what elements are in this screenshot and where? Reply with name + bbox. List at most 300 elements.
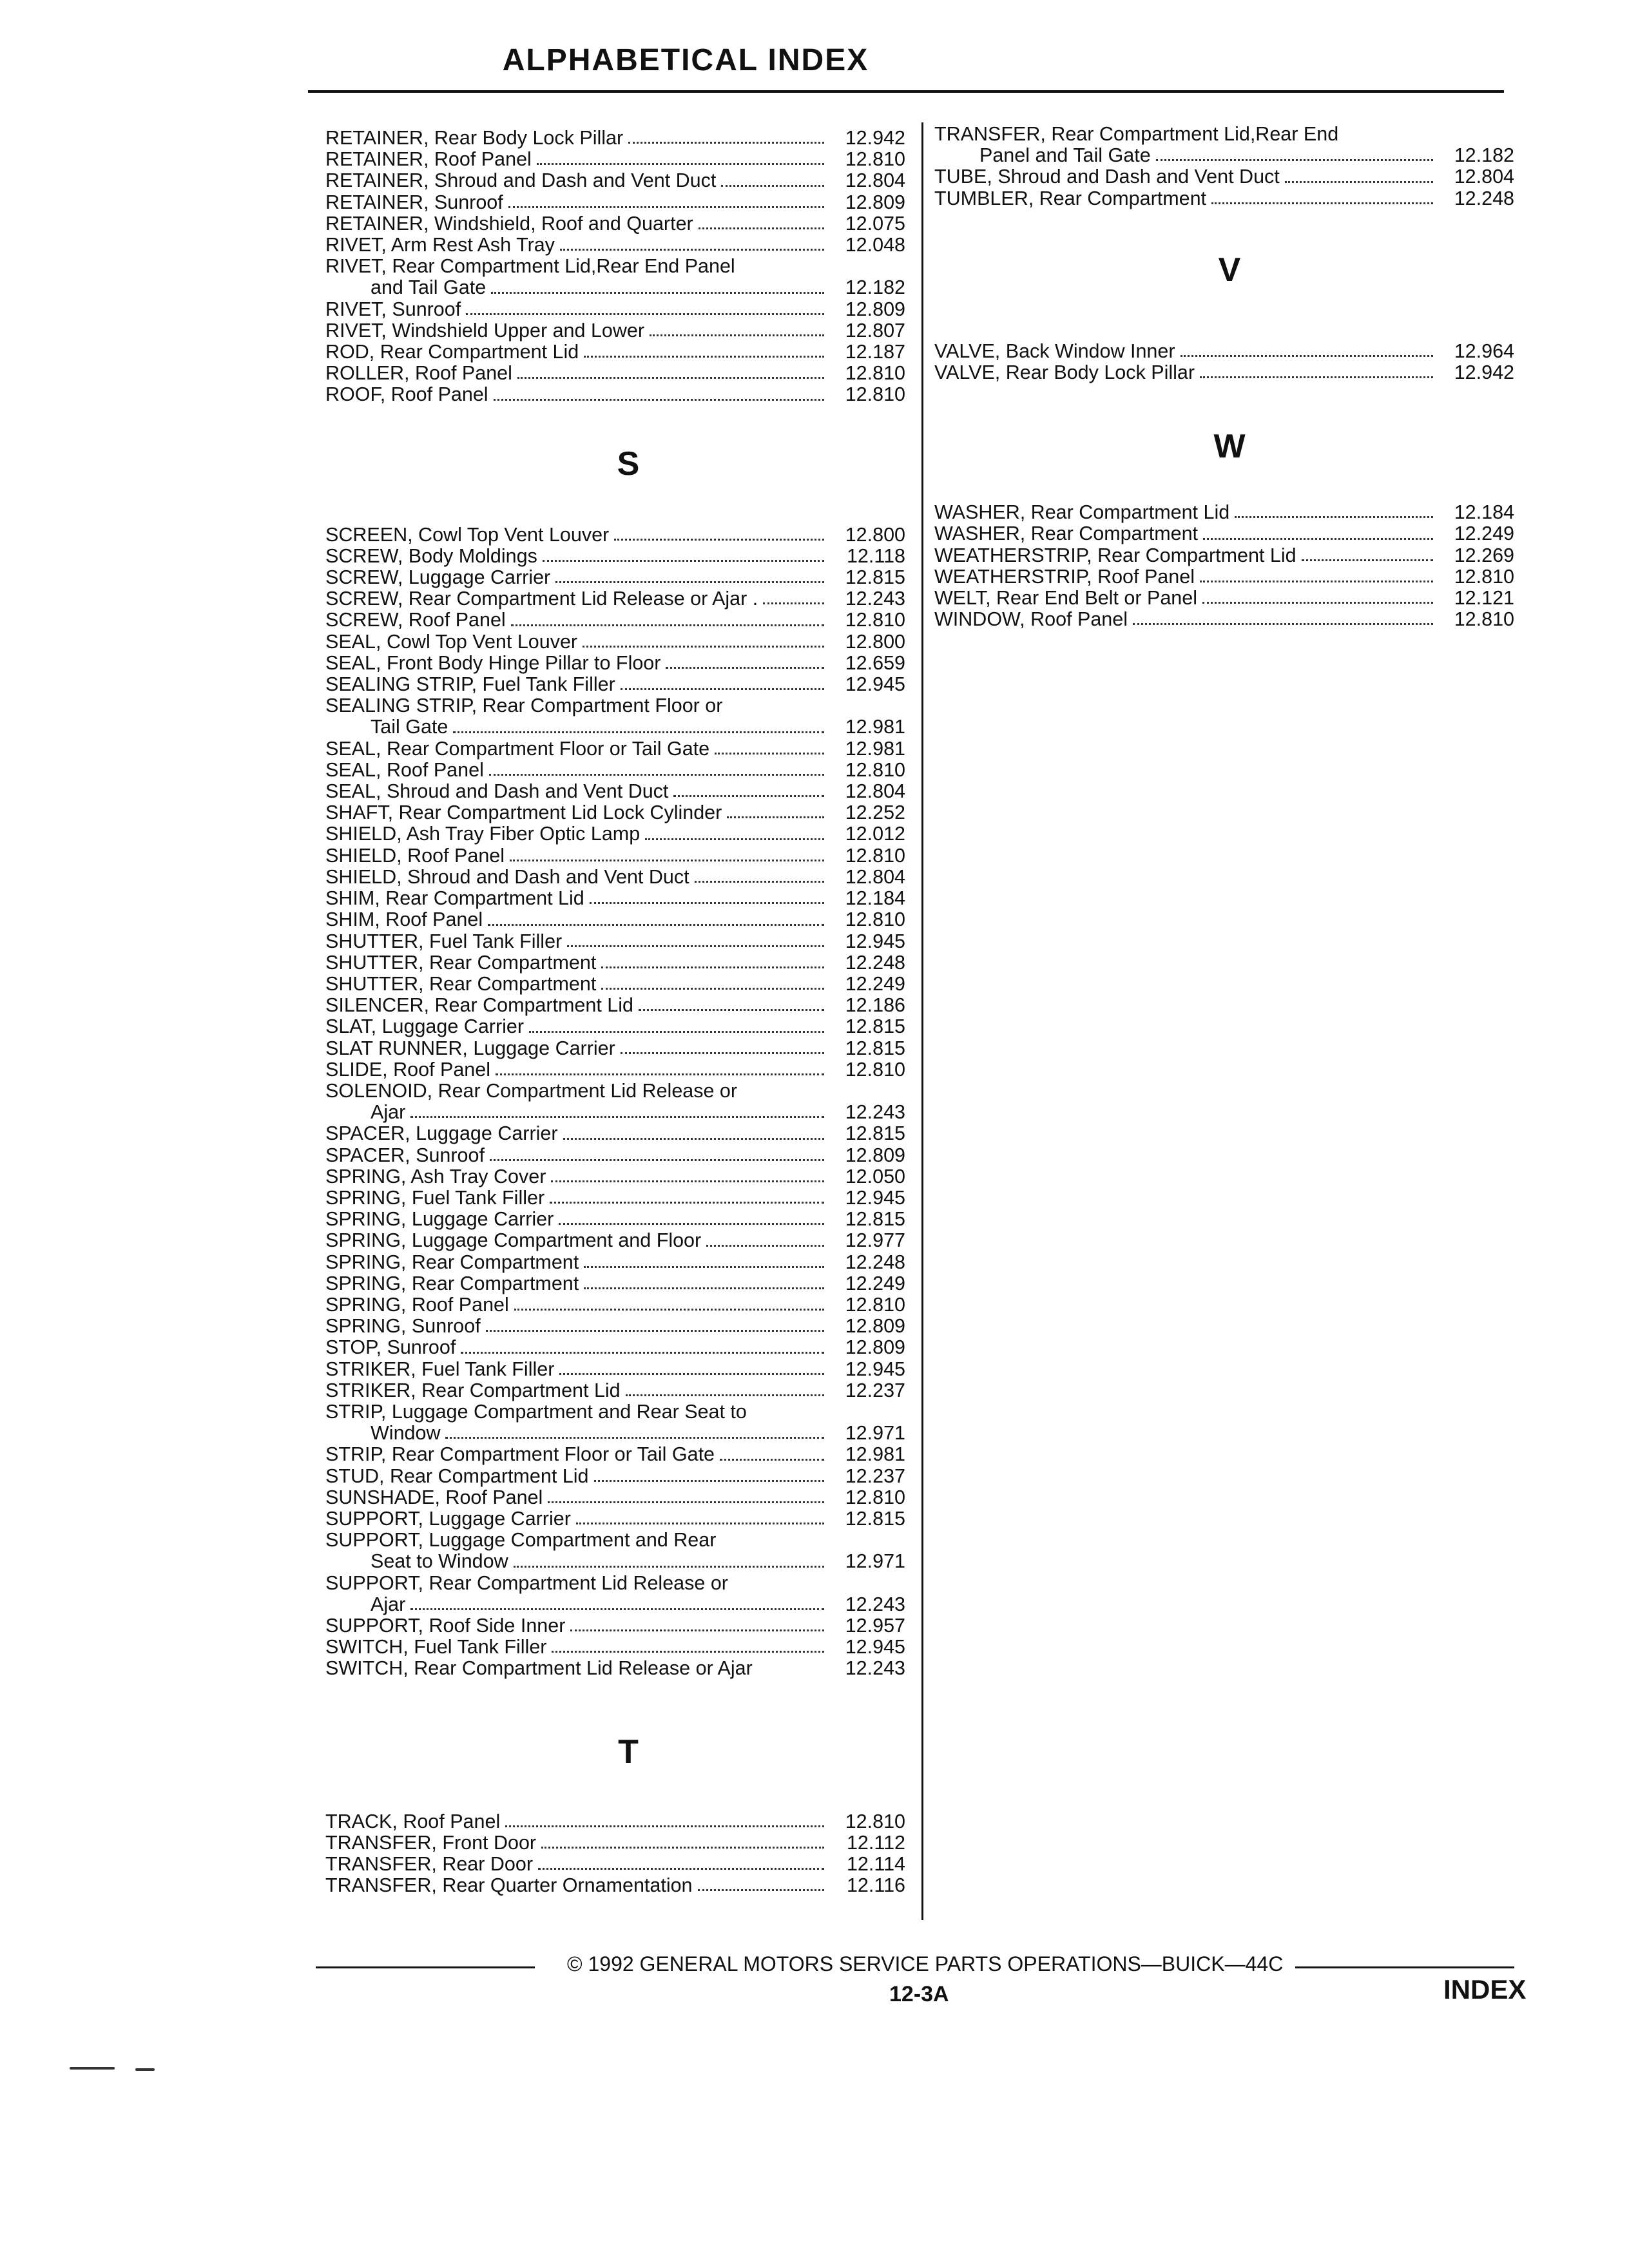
index-entry-label: SOLENOID, Rear Compartment Lid Release or xyxy=(325,1079,738,1102)
index-entry-page: 12.237 xyxy=(845,1379,905,1401)
index-entry xyxy=(325,1423,905,1444)
index-entry-page: 12.187 xyxy=(845,341,905,363)
index-entry xyxy=(325,1487,905,1508)
index-entry-page: 12.804 xyxy=(1454,166,1514,188)
dot-leader xyxy=(720,1458,824,1461)
dot-leader xyxy=(666,666,824,669)
index-entry-page: 12.012 xyxy=(845,823,905,845)
index-entry-page: 12.945 xyxy=(845,1358,905,1380)
dot-leader xyxy=(551,1180,824,1182)
index-entry xyxy=(325,1359,905,1380)
index-group-t-cont xyxy=(934,124,1514,209)
index-entry-label: SEAL, Rear Compartment Floor or Tail Gate xyxy=(325,737,710,760)
index-entry-label: SPRING, Roof Panel xyxy=(325,1293,509,1316)
index-entry-page: 12.945 xyxy=(845,673,905,696)
section-letter-s: S xyxy=(617,445,640,483)
index-entry-page: 12.810 xyxy=(845,1810,905,1832)
index-entry xyxy=(325,1508,905,1530)
index-entry xyxy=(325,974,905,995)
index-entry-page: 12.977 xyxy=(845,1229,905,1252)
index-entry-label: STRIP, Luggage Compartment and Rear Seat to xyxy=(325,1400,747,1423)
index-group-s xyxy=(325,524,905,1680)
index-group-v xyxy=(934,341,1514,383)
index-entry xyxy=(934,341,1514,362)
index-entry-label: WASHER, Rear Compartment Lid xyxy=(934,501,1230,524)
index-entry-label: RIVET, Sunroof xyxy=(325,298,461,320)
index-entry-page: 12.112 xyxy=(846,1831,905,1854)
index-entry-page: 12.659 xyxy=(845,651,905,674)
index-entry-page: 12.815 xyxy=(845,1208,905,1231)
index-entry-page: 12.048 xyxy=(845,234,905,256)
dot-leader xyxy=(508,206,824,208)
index-entry xyxy=(325,1294,905,1316)
index-entry xyxy=(325,341,905,363)
index-group-r xyxy=(325,128,905,406)
index-entry-label: SHUTTER, Rear Compartment xyxy=(325,951,597,974)
index-entry-page: 12.050 xyxy=(845,1165,905,1187)
index-entry xyxy=(325,867,905,888)
index-entry-label: SWITCH, Rear Compartment Lid Release or Ajar xyxy=(325,1657,753,1680)
index-entry-label: SHUTTER, Rear Compartment xyxy=(325,972,597,995)
index-entry-label: RETAINER, Rear Body Lock Pillar xyxy=(325,127,624,149)
index-entry xyxy=(934,545,1514,566)
dot-leader xyxy=(698,1888,824,1891)
index-entry xyxy=(325,610,905,631)
index-entry xyxy=(325,1658,905,1679)
index-entry xyxy=(325,716,905,738)
dot-leader xyxy=(715,752,824,754)
footer-page-number: 12-3A xyxy=(889,1982,949,2006)
dot-leader xyxy=(721,184,824,187)
index-entry xyxy=(325,1038,905,1059)
index-entry xyxy=(325,931,905,952)
index-entry-label: TRACK, Roof Panel xyxy=(325,1810,501,1832)
index-entry-page: 12.810 xyxy=(1454,608,1514,631)
index-entry-page: 12.815 xyxy=(845,1122,905,1145)
index-entry xyxy=(325,1230,905,1251)
index-entry-page: 12.810 xyxy=(845,758,905,781)
index-entry xyxy=(325,149,905,170)
dot-leader xyxy=(584,1265,824,1268)
index-entry-page: 12.116 xyxy=(846,1874,905,1897)
dot-leader xyxy=(1133,622,1433,625)
index-entry xyxy=(325,1059,905,1081)
dot-leader xyxy=(601,987,824,990)
index-entry-label: SHIELD, Shroud and Dash and Vent Duct xyxy=(325,865,689,888)
index-entry xyxy=(325,567,905,588)
dot-leader xyxy=(552,1650,824,1653)
index-entry-page: 12.248 xyxy=(845,951,905,974)
section-letter-t: T xyxy=(618,1733,639,1771)
index-entry xyxy=(325,1102,905,1123)
index-entry-label: Seat to Window xyxy=(371,1550,508,1573)
index-entry-page: 12.800 xyxy=(845,630,905,653)
scan-mark xyxy=(135,2068,155,2071)
index-entry xyxy=(325,1123,905,1144)
index-entry-label: SUPPORT, Luggage Compartment and Rear xyxy=(325,1529,717,1552)
index-entry-label: SUPPORT, Rear Compartment Lid Release or xyxy=(325,1571,728,1594)
dot-leader xyxy=(1200,580,1433,582)
index-entry xyxy=(325,1145,905,1166)
dot-leader xyxy=(1203,537,1433,540)
index-entry xyxy=(325,170,905,191)
footer-section-label: INDEX xyxy=(1443,1974,1527,2004)
dot-leader xyxy=(511,624,824,626)
index-entry-page: 12.252 xyxy=(845,802,905,824)
index-entry xyxy=(325,277,905,298)
index-entry xyxy=(325,1081,905,1102)
index-entry xyxy=(934,609,1514,630)
index-entry-label: Panel and Tail Gate xyxy=(979,144,1151,167)
footer-rule-right xyxy=(1295,1966,1514,1968)
dot-leader xyxy=(543,559,824,562)
index-entry xyxy=(934,166,1514,187)
index-entry-label: SWITCH, Fuel Tank Filler xyxy=(325,1636,547,1658)
dot-leader xyxy=(699,227,824,229)
index-entry-label: SEAL, Roof Panel xyxy=(325,758,484,781)
right-column xyxy=(934,124,1514,630)
dot-leader xyxy=(650,334,824,336)
index-entry-label: RIVET, Rear Compartment Lid,Rear End Panel xyxy=(325,255,735,278)
index-entry-label: TUBE, Shroud and Dash and Vent Duct xyxy=(934,166,1280,188)
index-entry-label: TRANSFER, Rear Door xyxy=(325,1853,534,1876)
index-entry xyxy=(325,192,905,213)
dot-leader xyxy=(570,1629,824,1631)
index-entry xyxy=(934,566,1514,588)
index-group-w xyxy=(934,502,1514,630)
section-letter-v: V xyxy=(1218,251,1241,289)
index-entry-label: ROLLER, Roof Panel xyxy=(325,362,512,385)
dot-leader xyxy=(514,1308,824,1311)
index-entry xyxy=(325,256,905,277)
index-entry-label: ROD, Rear Compartment Lid xyxy=(325,341,579,363)
index-entry-page: 12.809 xyxy=(845,1336,905,1359)
index-entry xyxy=(325,802,905,823)
index-entry xyxy=(325,299,905,320)
dot-leader xyxy=(1302,559,1433,561)
index-entry-page: 12.243 xyxy=(845,1593,905,1615)
index-entry-page: 12.810 xyxy=(845,383,905,406)
index-entry-label: VALVE, Back Window Inner xyxy=(934,340,1175,362)
index-entry-page: 12.804 xyxy=(845,169,905,192)
index-entry-label: SILENCER, Rear Compartment Lid xyxy=(325,994,634,1017)
index-entry-label: SCREW, Roof Panel xyxy=(325,609,506,631)
index-entry-label: ROOF, Roof Panel xyxy=(325,383,488,406)
dot-leader xyxy=(488,923,824,926)
index-entry-page: 12.248 xyxy=(1454,187,1514,209)
index-entry-label: SUPPORT, Roof Side Inner xyxy=(325,1615,566,1637)
index-entry xyxy=(325,128,905,149)
index-entry-label: WEATHERSTRIP, Roof Panel xyxy=(934,565,1195,588)
dot-leader xyxy=(763,602,824,604)
dot-leader xyxy=(494,398,824,401)
index-entry-label: SPRING, Rear Compartment xyxy=(325,1272,579,1294)
dot-leader xyxy=(645,838,824,840)
index-entry xyxy=(325,909,905,930)
index-entry-label: SEAL, Front Body Hinge Pillar to Floor xyxy=(325,651,661,674)
column-divider xyxy=(921,122,923,1920)
index-entry-label: SEAL, Shroud and Dash and Vent Duct xyxy=(325,780,669,803)
dot-leader xyxy=(1156,159,1433,161)
dot-leader xyxy=(1181,354,1433,357)
index-entry-label: SEALING STRIP, Rear Compartment Floor or xyxy=(325,695,723,717)
dot-leader xyxy=(410,1115,824,1118)
index-entry-page: 12.243 xyxy=(845,588,905,610)
index-entry-label: SHIELD, Ash Tray Fiber Optic Lamp xyxy=(325,823,641,845)
index-entry xyxy=(325,1466,905,1487)
index-entry xyxy=(325,781,905,802)
index-entry-page: 12.810 xyxy=(845,1058,905,1081)
index-entry xyxy=(325,1875,905,1896)
index-entry xyxy=(325,1573,905,1594)
index-entry xyxy=(325,546,905,567)
index-entry-page: 12.815 xyxy=(845,1507,905,1530)
section-letter-w: W xyxy=(1213,428,1246,466)
index-entry-page: 12.971 xyxy=(845,1422,905,1445)
index-entry-label: SHIM, Roof Panel xyxy=(325,908,483,931)
dot-leader xyxy=(453,731,824,733)
dot-leader xyxy=(576,1522,824,1524)
dot-leader xyxy=(1285,180,1433,183)
index-entry xyxy=(325,952,905,974)
index-entry-page: 12.186 xyxy=(845,994,905,1017)
index-entry xyxy=(325,1209,905,1230)
index-entry-page: 12.809 xyxy=(845,1144,905,1166)
index-entry xyxy=(325,1401,905,1423)
dot-leader xyxy=(505,1825,824,1827)
index-entry xyxy=(325,213,905,235)
index-entry-label: RIVET, Arm Rest Ash Tray xyxy=(325,234,555,256)
index-entry xyxy=(325,888,905,909)
index-entry-label: VALVE, Rear Body Lock Pillar xyxy=(934,361,1195,384)
index-entry-page: 12.184 xyxy=(1454,501,1514,524)
dot-leader xyxy=(583,645,824,648)
index-entry-page: 12.815 xyxy=(845,1015,905,1038)
index-entry xyxy=(325,588,905,610)
index-entry-label: RETAINER, Sunroof xyxy=(325,191,503,213)
index-entry-label: TRANSFER, Rear Compartment Lid,Rear End xyxy=(934,123,1339,145)
index-entry-page: 12.942 xyxy=(845,127,905,149)
index-entry-label: SLAT, Luggage Carrier xyxy=(325,1015,524,1038)
dot-leader xyxy=(567,945,824,947)
dot-leader xyxy=(559,1222,824,1225)
index-entry-page: 12.075 xyxy=(845,212,905,235)
index-entry-label: STRIKER, Rear Compartment Lid xyxy=(325,1379,621,1401)
dot-leader xyxy=(541,1846,824,1849)
index-entry xyxy=(325,1444,905,1465)
index-entry-label: SLAT RUNNER, Luggage Carrier xyxy=(325,1037,615,1059)
index-entry-label: STOP, Sunroof xyxy=(325,1336,456,1359)
index-entry-label: SUPPORT, Luggage Carrier xyxy=(325,1507,571,1530)
index-entry-page: 12.114 xyxy=(846,1853,905,1876)
dot-leader xyxy=(461,1351,824,1354)
footer-rule-left xyxy=(316,1966,535,1968)
index-entry xyxy=(325,760,905,781)
index-entry-page: 12.800 xyxy=(845,523,905,546)
index-entry-page: 12.810 xyxy=(1454,565,1514,588)
index-entry-label: Window xyxy=(371,1422,441,1445)
index-entry-page: 12.249 xyxy=(845,1272,905,1294)
dot-leader xyxy=(496,1073,824,1075)
index-entry xyxy=(325,524,905,546)
index-entry-page: 12.810 xyxy=(845,148,905,171)
dot-leader xyxy=(529,1030,824,1033)
index-entry xyxy=(325,1166,905,1187)
index-entry-label: SEALING STRIP, Fuel Tank Filler xyxy=(325,673,615,696)
index-entry xyxy=(325,1854,905,1875)
index-entry-label: Ajar xyxy=(371,1593,406,1615)
dot-leader xyxy=(673,794,824,797)
index-entry-page: 12.809 xyxy=(845,298,905,320)
dot-leader xyxy=(584,355,824,358)
index-entry-label: SCREEN, Cowl Top Vent Louver xyxy=(325,523,610,546)
index-entry-label: WEATHERSTRIP, Rear Compartment Lid xyxy=(934,544,1296,566)
index-entry-page: 12.807 xyxy=(845,319,905,341)
index-entry-page: 12.981 xyxy=(845,737,905,760)
index-entry-page: 12.981 xyxy=(845,716,905,738)
index-entry-label: RETAINER, Windshield, Roof and Quarter xyxy=(325,212,693,235)
dot-leader xyxy=(548,1501,824,1503)
index-entry xyxy=(325,1594,905,1615)
index-entry-label: WASHER, Rear Compartment xyxy=(934,523,1199,545)
index-entry xyxy=(325,1551,905,1572)
dot-leader xyxy=(621,687,824,690)
dot-leader xyxy=(514,1565,824,1568)
index-entry xyxy=(325,1530,905,1551)
index-entry xyxy=(325,320,905,341)
index-entry-label: TRANSFER, Rear Quarter Ornamentation xyxy=(325,1874,693,1897)
index-entry-label: and Tail Gate xyxy=(371,276,487,299)
index-entry xyxy=(325,235,905,256)
index-entry-page: 12.809 xyxy=(845,1315,905,1338)
dot-leader xyxy=(563,1137,824,1140)
index-entry-page: 12.945 xyxy=(845,1186,905,1209)
index-entry-label: STUD, Rear Compartment Lid xyxy=(325,1465,589,1487)
index-entry-label: RIVET, Windshield Upper and Lower xyxy=(325,319,645,341)
index-entry xyxy=(325,1187,905,1209)
dot-leader xyxy=(517,376,824,379)
index-entry xyxy=(325,1316,905,1337)
dot-leader xyxy=(486,1329,824,1332)
index-entry-page: 12.945 xyxy=(845,1636,905,1658)
dot-leader xyxy=(1235,515,1433,518)
index-entry-label: SPACER, Luggage Carrier xyxy=(325,1122,558,1145)
footer-copyright: © 1992 GENERAL MOTORS SERVICE PARTS OPERATIONS—BUICK—44C xyxy=(567,1952,1284,1975)
header-rule xyxy=(308,90,1504,93)
index-entry-page: 12.184 xyxy=(845,887,905,910)
index-entry-page: 12.804 xyxy=(845,865,905,888)
index-entry-page: 12.237 xyxy=(845,1465,905,1487)
dot-leader xyxy=(466,312,824,315)
index-entry xyxy=(934,124,1514,145)
index-entry xyxy=(325,363,905,384)
index-entry xyxy=(934,362,1514,383)
index-entry-page: 12.945 xyxy=(845,930,905,952)
index-entry-label: SPRING, Fuel Tank Filler xyxy=(325,1186,545,1209)
dot-leader xyxy=(555,581,824,583)
index-entry-label: SPACER, Sunroof xyxy=(325,1144,485,1166)
index-entry-page: 12.810 xyxy=(845,1486,905,1508)
index-entry xyxy=(934,188,1514,209)
index-entry-page: 12.809 xyxy=(845,191,905,213)
index-entry xyxy=(325,384,905,405)
index-entry-page: 12.121 xyxy=(1454,587,1514,610)
index-entry xyxy=(325,738,905,760)
dot-leader xyxy=(621,1052,824,1054)
index-entry xyxy=(325,1252,905,1273)
index-entry-page: 12.269 xyxy=(1454,544,1514,566)
index-entry xyxy=(325,845,905,867)
index-entry-page: 12.243 xyxy=(845,1101,905,1124)
dot-leader xyxy=(727,816,824,818)
dot-leader xyxy=(626,1394,824,1396)
index-entry-label: WINDOW, Roof Panel xyxy=(934,608,1128,631)
index-entry-label: SPRING, Ash Tray Cover xyxy=(325,1165,546,1187)
index-entry-label: SPRING, Sunroof xyxy=(325,1315,481,1338)
dot-leader xyxy=(510,859,824,861)
dot-leader xyxy=(584,1287,824,1289)
index-entry-label: RETAINER, Shroud and Dash and Vent Duct xyxy=(325,169,717,192)
dot-leader xyxy=(538,1867,824,1870)
index-entry-label: STRIP, Rear Compartment Floor or Tail Gate xyxy=(325,1443,715,1466)
index-entry-label: SPRING, Luggage Compartment and Floor xyxy=(325,1229,702,1252)
index-group-t xyxy=(325,1811,905,1897)
index-entry xyxy=(325,653,905,674)
index-entry xyxy=(325,995,905,1016)
index-entry-label: SHIELD, Roof Panel xyxy=(325,844,505,867)
dot-leader xyxy=(628,141,824,144)
dot-leader xyxy=(695,880,824,883)
index-entry xyxy=(325,674,905,695)
index-entry xyxy=(934,588,1514,609)
index-entry-label: TRANSFER, Front Door xyxy=(325,1831,537,1854)
index-entry-label: STRIKER, Fuel Tank Filler xyxy=(325,1358,555,1380)
dot-leader xyxy=(560,248,824,251)
index-entry-label: SHAFT, Rear Compartment Lid Lock Cylinder xyxy=(325,802,722,824)
index-entry-page: 12.810 xyxy=(845,1293,905,1316)
dot-leader xyxy=(410,1608,824,1610)
dot-leader xyxy=(445,1436,824,1439)
dot-leader xyxy=(614,538,824,541)
index-entry xyxy=(934,145,1514,166)
index-entry-label: SCREW, Rear Compartment Lid Release or Ajar . xyxy=(325,588,758,610)
index-entry xyxy=(325,1811,905,1832)
index-entry xyxy=(325,1016,905,1037)
index-entry-page: 12.804 xyxy=(845,780,905,803)
dot-leader xyxy=(1202,601,1433,604)
dot-leader xyxy=(1211,202,1433,204)
index-entry-page: 12.118 xyxy=(846,544,905,567)
dot-leader xyxy=(639,1008,824,1011)
dot-leader xyxy=(559,1372,824,1375)
index-entry xyxy=(325,1337,905,1358)
index-entry-label: SPRING, Luggage Carrier xyxy=(325,1208,554,1231)
index-entry-page: 12.815 xyxy=(845,566,905,589)
index-entry-page: 12.810 xyxy=(845,908,905,931)
index-entry-page: 12.942 xyxy=(1454,361,1514,384)
index-entry xyxy=(325,695,905,716)
dot-leader xyxy=(550,1201,824,1204)
index-entry-label: SCREW, Body Moldings xyxy=(325,544,537,567)
index-entry-page: 12.810 xyxy=(845,609,905,631)
index-entry-label: TUMBLER, Rear Compartment xyxy=(934,187,1207,209)
dot-leader xyxy=(594,1479,825,1482)
index-entry xyxy=(934,502,1514,523)
dot-leader xyxy=(706,1244,824,1247)
index-entry-page: 12.182 xyxy=(1454,144,1514,167)
dot-leader xyxy=(758,1672,824,1675)
index-entry-page: 12.971 xyxy=(845,1550,905,1573)
